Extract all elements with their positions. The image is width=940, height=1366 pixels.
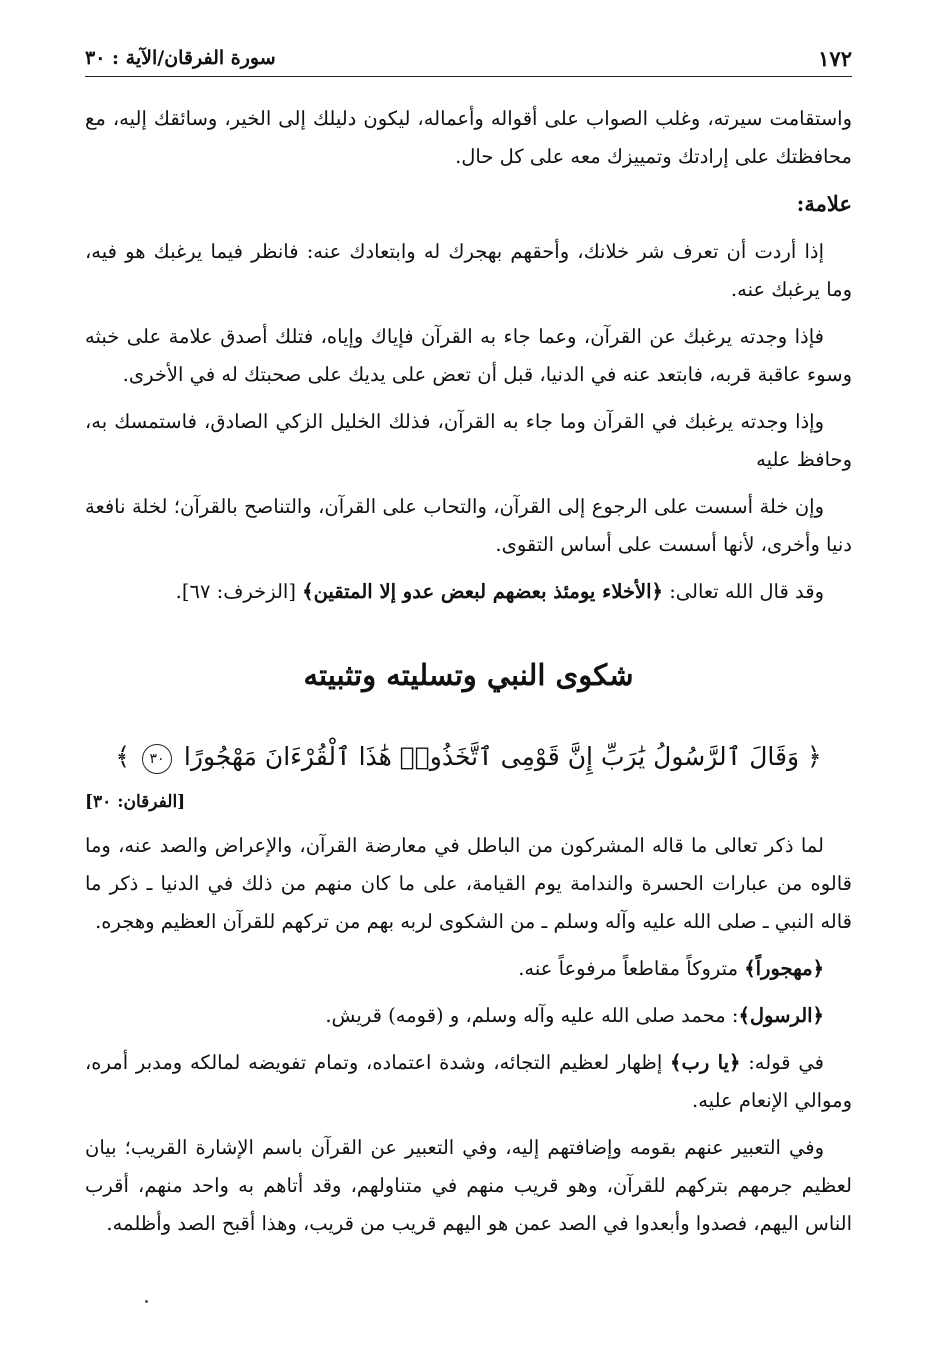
- quran-verse: [85, 733, 852, 781]
- paragraph-sign-4: وإن خلة أسست على الرجوع إلى القرآن، والتحاب على القرآن، والتناصح بالقرآن؛ لخلة نافعة دنيا وأخرى، لأنها أسست على أساس التقوى.: [85, 495, 852, 556]
- gloss-term: ﴿الرسول﴾: [738, 1004, 824, 1027]
- surah-reference: سورة الفرقان/الآية : ٣٠: [85, 47, 276, 69]
- paragraph-quote: [85, 573, 852, 611]
- ayah-number-marker: ٣٠: [142, 744, 172, 774]
- sign-heading: علامة:: [796, 191, 852, 216]
- verse-reference: [الفرقان: ٣٠]: [85, 792, 186, 812]
- paragraph-sign-2: فإذا وجدته يرغبك عن القرآن، وعما جاء به القرآن فإياك وإياه، فتلك أصدق علامة على خبثه وسوء عاقبة قربه، فابتعد عنه في الدنيا، قبل أن تعض على يديك على صحبتك له في الأخرى.: [85, 325, 852, 386]
- gloss-ya-rabb: [85, 1044, 852, 1120]
- section-title: شكوى النبي وتسليته وتثبيته: [303, 658, 634, 692]
- quote-reference: [الزخرف: ٦٧].: [175, 580, 296, 603]
- gloss-text: : محمد صلى الله عليه وآله وسلم، و (قومه) قريش.: [325, 1004, 739, 1027]
- gloss-mahjur: [85, 950, 852, 988]
- verse-text: وَقَالَ ٱلرَّسُولُ يَٰرَبِّ إِنَّ قَوْمِى ٱتَّخَذُوا۟ هَٰذَا ٱلْقُرْءَانَ مَهْجُورًا: [183, 742, 800, 771]
- paragraph-intro: لما ذكر تعالى ما قاله المشركون من الباطل في معارضة القرآن، والإعراض والصد عنه، وما قالوه من عبارات الحسرة والندامة يوم القيامة، على ما كان منهم من ذلك في الدنيا ـ ذكر ما قاله النبي ـ صلى الله عليه وآله وسلم ـ من الشكوى لربه بهم من تركهم للقرآن العظيم وهجره.: [85, 834, 852, 933]
- page-body: [85, 100, 852, 1252]
- paragraph-final: وفي التعبير عنهم بقومه وإضافتهم إليه، وفي التعبير عن القرآن باسم الإشارة القريب؛ بيان لعظيم جرمهم بتركهم للقرآن، وهو قريب منهم في متناولهم، وقد أتاهم به واحد منهم، أقرب الناس اليهم، فصدوا وأبعدوا في الصد عمن هو اليهم قريب من قريب، وهذا أقبح الصد وأظلمه.: [85, 1136, 852, 1235]
- quote-intro: وقد قال الله تعالى:: [669, 580, 824, 603]
- gloss-prefix: في قوله:: [740, 1051, 824, 1074]
- gloss-term: ﴿يا رب﴾: [670, 1051, 741, 1074]
- page-number: ١٧٢: [818, 45, 852, 71]
- gloss-term: ﴿مهجوراً﴾: [744, 957, 824, 980]
- paragraph-sign-1: إذا أردت أن تعرف شر خلانك، وأحقهم بهجرك له وابتعادك عنه: فانظر فيما يرغبك هو فيه، وما يرغبك عنه.: [85, 240, 852, 301]
- paragraph-sign-3: وإذا وجدته يرغبك في القرآن وما جاء به القرآن، فذلك الخليل الزكي الصادق، فاستمسك به، وحافظ عليه: [85, 410, 852, 471]
- gloss-text: متروكاً مقاطعاً مرفوعاً عنه.: [518, 957, 745, 980]
- gloss-rasul: [85, 997, 852, 1035]
- gloss-text: إظهار لعظيم التجائه، وشدة اعتماده، وتمام تفويضه لمالكه ومدبر أمره، وموالي الإنعام عليه.: [85, 1051, 852, 1112]
- verse-close-bracket: ﴾: [115, 742, 131, 771]
- scan-speck: [145, 1300, 148, 1303]
- verse-open-bracket: ﴿: [806, 742, 822, 771]
- quoted-verse: ﴿الأخلاء يومئذ بعضهم لبعض عدو إلا المتقين﴾: [302, 580, 663, 603]
- paragraph-continuation: واستقامت سيرته، وغلب الصواب على أقواله وأعماله، ليكون دليلك إلى الخير، وسائقك إليه، مع محافظتك على إرادتك وتمييزك معه على كل حال.: [85, 107, 852, 168]
- page-header: [85, 40, 852, 77]
